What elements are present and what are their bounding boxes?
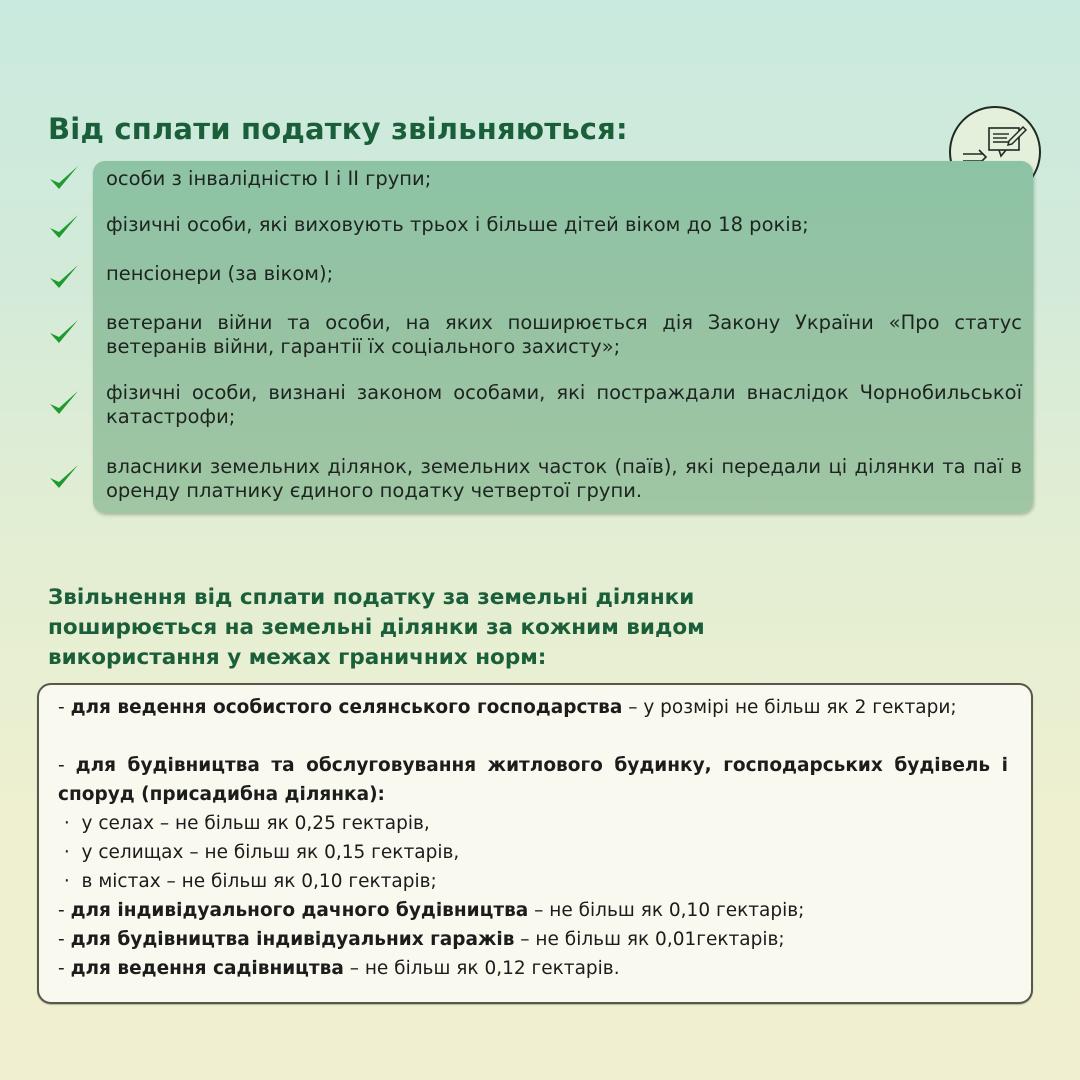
checkmark-icon bbox=[48, 212, 80, 242]
limit-rule: - для будівництва індивідуальних гаражів – не більш як 0,01гектарів; bbox=[58, 929, 785, 950]
limits-subtitle: Звільнення від сплати податку за земельні ділянки поширюється на земельні ділянки за кожним видом використання у межах граничних норм: bbox=[48, 585, 705, 670]
limit-rule: - для індивідуального дачного будівництва – не більш як 0,10 гектарів; bbox=[58, 900, 805, 921]
exemption-item: особи з інвалідністю I і II групи; bbox=[106, 167, 432, 190]
rule-label: для ведення садівництва bbox=[70, 958, 344, 979]
limit-rule: - для ведення особистого селянського господарства – у розмірі не більш як 2 гектари; bbox=[58, 697, 957, 718]
rule-label: для будівництва та обслуговування житлового будинку, господарських будівель і споруд (присадибна ділянка): bbox=[58, 755, 1008, 805]
limit-subrule: · в містах – не більш як 0,10 гектарів; bbox=[58, 871, 437, 892]
exemption-item: фізичні особи, визнані законом особами, які постраждали внаслідок Чорнобильської катастрофи; bbox=[106, 381, 1022, 428]
checkmark-icon bbox=[48, 163, 80, 193]
rule-value: – не більш як 0,12 гектарів. bbox=[343, 958, 620, 979]
exemption-item: ветерани війни та особи, на яких поширюється дія Закону України «Про статус ветеранів війни, гарантії їх соціального захисту»; bbox=[106, 311, 1022, 358]
exemption-item: пенсіонери (за віком); bbox=[106, 262, 334, 285]
checkmark-icon bbox=[48, 388, 80, 418]
checkmark-icon bbox=[48, 317, 80, 347]
limit-rule: - для будівництва та обслуговування житлового будинку, господарських будівель і споруд (присадибна ділянка): bbox=[58, 755, 1008, 805]
rule-label: для індивідуального дачного будівництва bbox=[70, 900, 529, 921]
rule-value: – не більш як 0,01гектарів; bbox=[514, 929, 785, 950]
checkmark-icon bbox=[48, 262, 80, 292]
exemption-item: фізичні особи, які виховують трьох і більше дітей віком до 18 років; bbox=[106, 213, 809, 236]
rule-label: для будівництва індивідуальних гаражів bbox=[70, 929, 515, 950]
exemption-item: власники земельних ділянок, земельних часток (паїв), які передали ці ділянки та паї в оренду платнику єдиного податку четвертої групи. bbox=[106, 455, 1022, 502]
page-title: Від сплати податку звільняються: bbox=[48, 112, 628, 146]
checkmark-icon bbox=[48, 462, 80, 492]
limit-subrule: · у селищах – не більш як 0,15 гектарів, bbox=[58, 842, 460, 863]
rule-value: у селищах – не більш як 0,15 гектарів, bbox=[81, 842, 460, 863]
limit-rule: - для ведення садівництва – не більш як 0,12 гектарів. bbox=[58, 958, 620, 979]
limit-subrule: · у селах – не більш як 0,25 гектарів, bbox=[58, 813, 430, 834]
rule-value: в містах – не більш як 0,10 гектарів; bbox=[81, 871, 437, 892]
rule-label: для ведення особистого селянського господарства bbox=[70, 697, 623, 718]
rule-value: – у розмірі не більш як 2 гектари; bbox=[622, 697, 957, 718]
rule-value: у селах – не більш як 0,25 гектарів, bbox=[81, 813, 430, 834]
rule-value: – не більш як 0,10 гектарів; bbox=[528, 900, 805, 921]
